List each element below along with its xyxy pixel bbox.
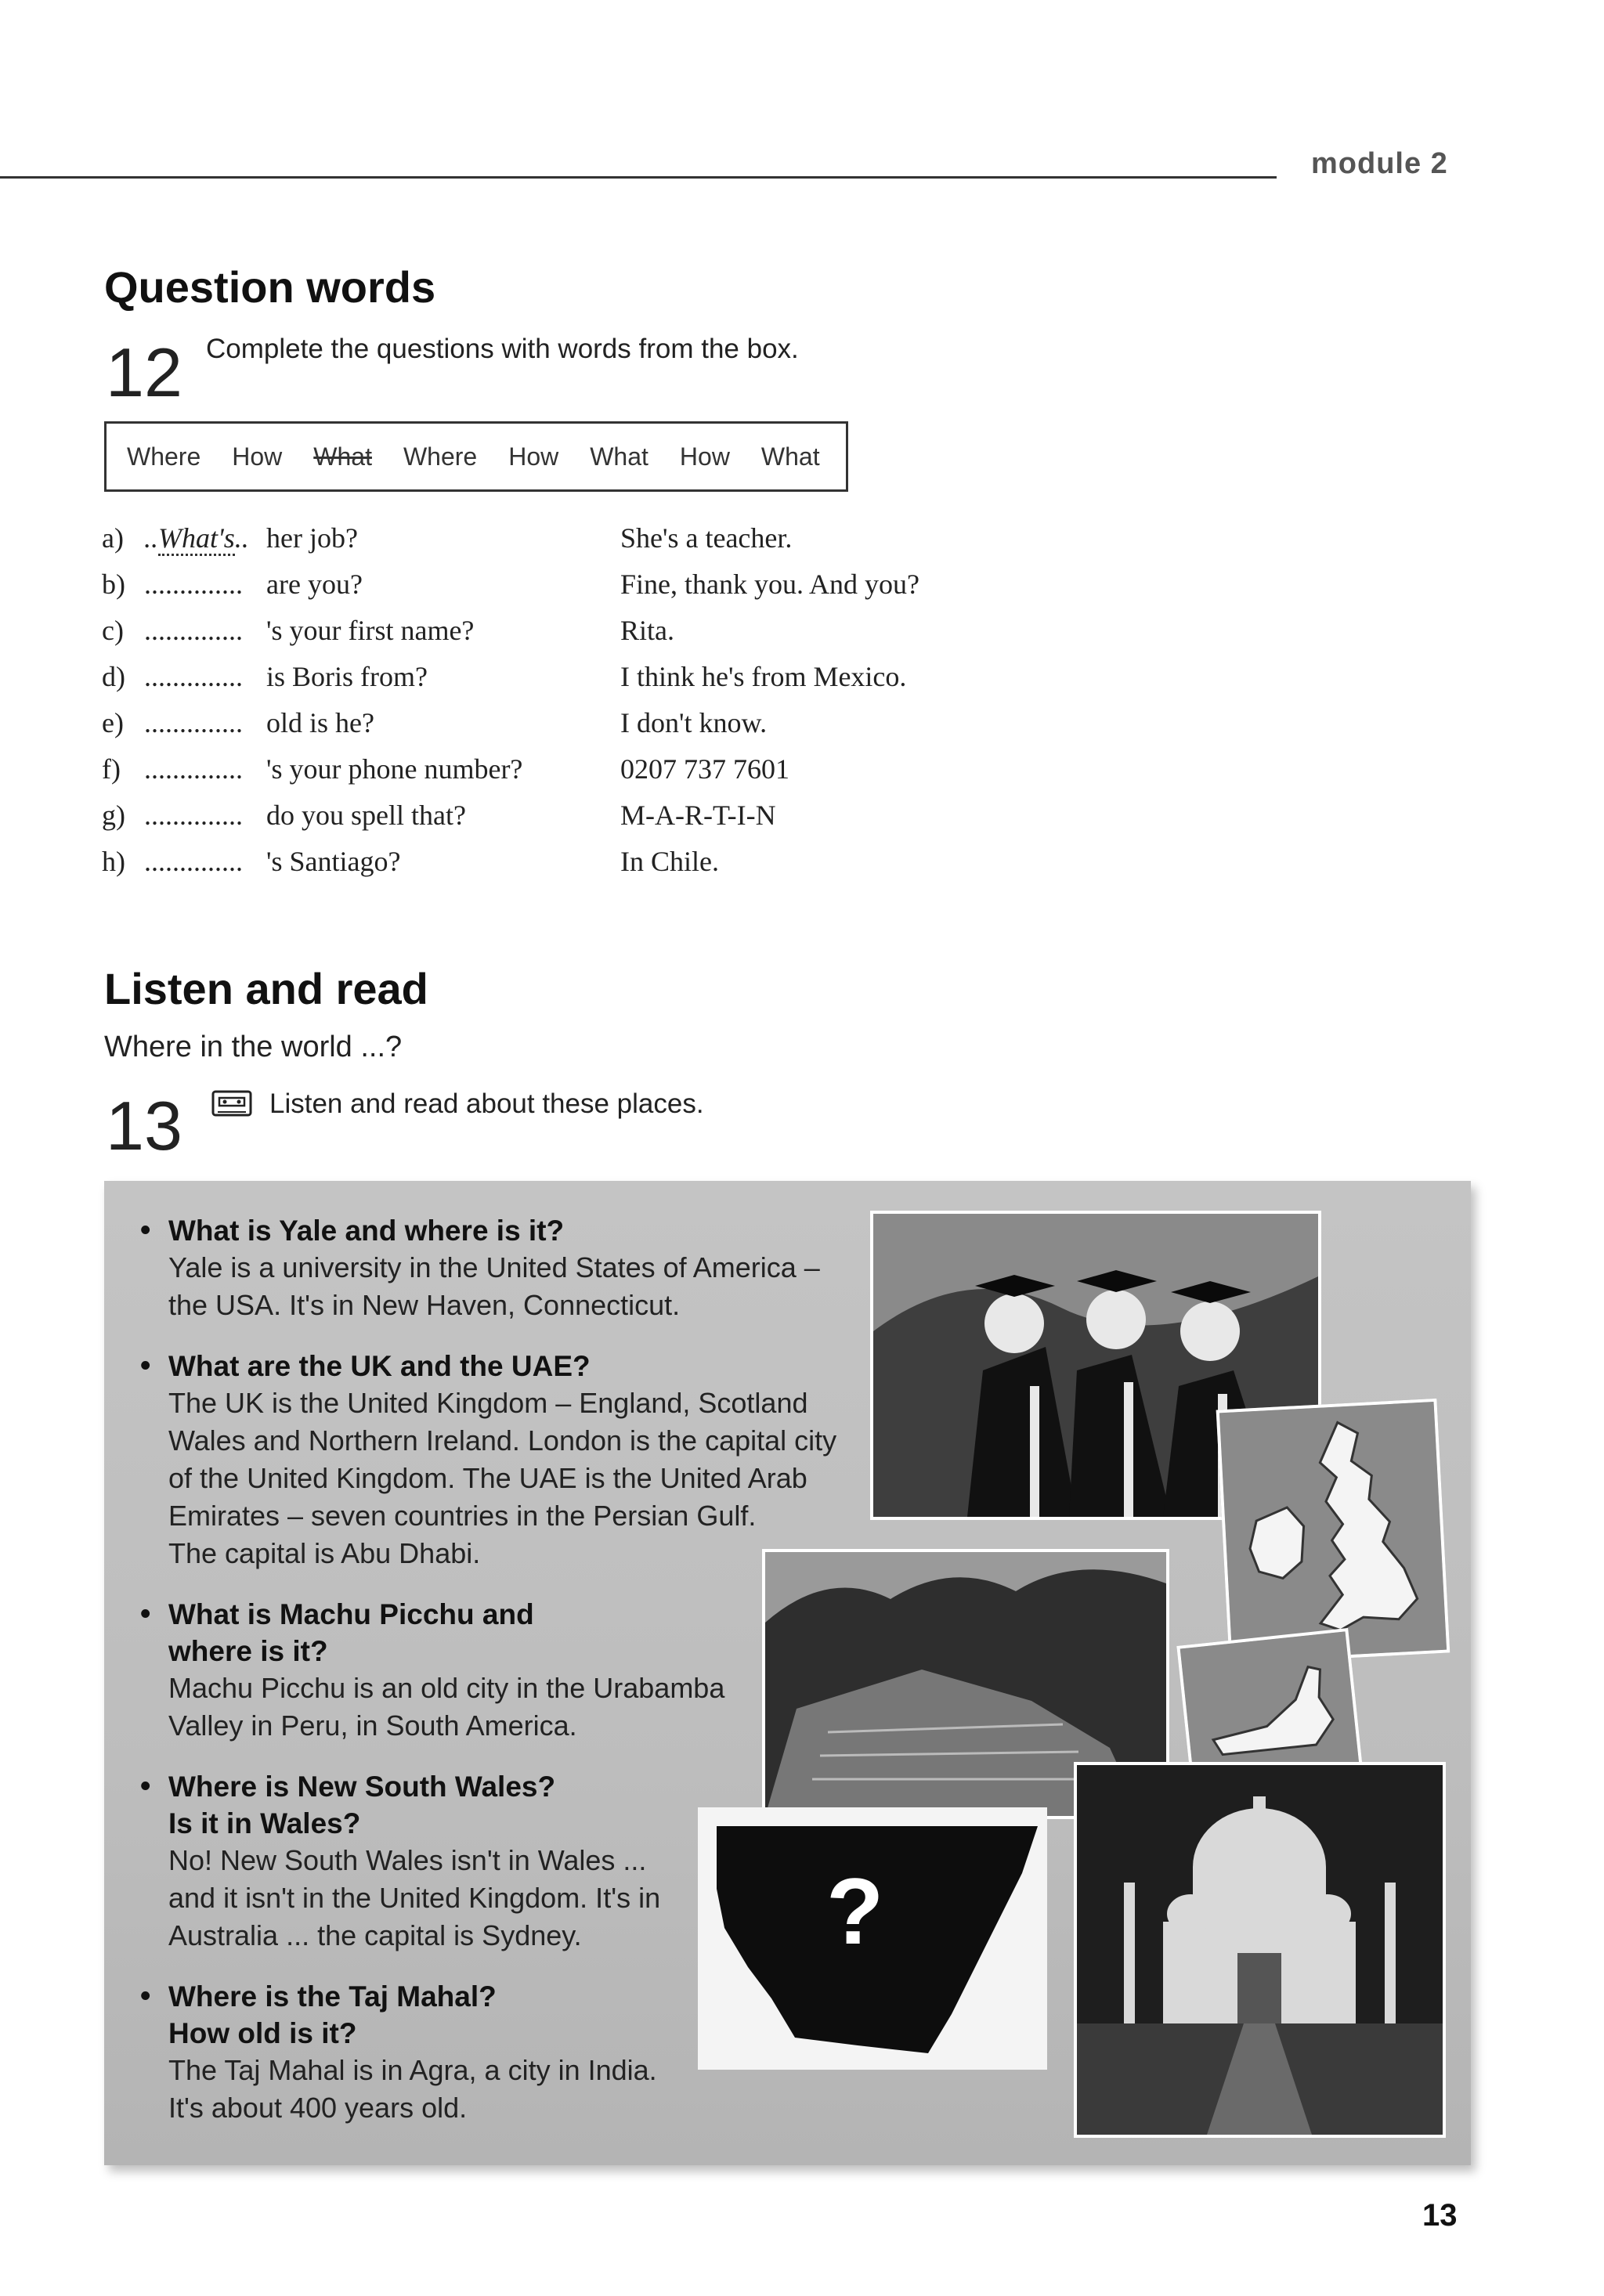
question-row (102, 753, 1042, 799)
answer-blank[interactable]: ..What's.. (144, 522, 249, 554)
word-box-item: Where (403, 442, 478, 471)
page-number: 13 (1422, 2198, 1458, 2233)
reading-item (135, 1212, 919, 1324)
answer-text: Rita. (620, 615, 674, 646)
word-box-item: What (590, 442, 648, 471)
word-box-item: How (508, 442, 559, 471)
question-text: is Boris from? (266, 661, 428, 692)
question-row (102, 799, 1042, 845)
answer-blank[interactable] (144, 706, 243, 739)
exercise-number-12: 12 (106, 334, 182, 411)
answer-blank[interactable] (144, 845, 243, 878)
question-letter: a) (102, 522, 124, 554)
section-title-listen-and-read: Listen and read (104, 964, 428, 1013)
reading-answer: Yale is a university in the United States of America – the USA. It's in New Haven, Connecticut. (168, 1251, 820, 1321)
question-text: do you spell that? (266, 800, 466, 831)
word-box-item: How (679, 442, 730, 471)
blank-dots: .............. (144, 846, 243, 877)
reading-question: What is Yale and where is it? (168, 1215, 565, 1247)
reading-panel (104, 1181, 1471, 2165)
bullet-icon: • (140, 1770, 151, 1803)
reading-item (135, 1348, 919, 1572)
word-box-item: What (313, 442, 372, 471)
answer-blank[interactable] (144, 614, 243, 647)
blank-dots: .............. (144, 615, 243, 646)
map-question-mark: ? (826, 1859, 884, 1964)
reading-question: Where is New South Wales? Is it in Wales? (168, 1771, 556, 1839)
reading-question: What are the UK and the UAE? (168, 1350, 591, 1382)
bullet-icon: • (140, 1214, 151, 1247)
word-box-item: What (760, 442, 820, 471)
uae-map (1176, 1628, 1362, 1785)
blank-dots: .............. (144, 661, 243, 692)
bullet-icon: • (140, 1980, 151, 2013)
section-title-question-words: Question words (104, 262, 436, 312)
reading-question: What is Machu Picchu and where is it? (168, 1598, 534, 1667)
uk-map (1216, 1399, 1450, 1664)
reading-question: Where is the Taj Mahal? How old is it? (168, 1980, 497, 2049)
blank-dots: .............. (144, 707, 243, 738)
question-text: old is he? (266, 707, 374, 738)
word-box-item: How (232, 442, 283, 471)
question-letter: h) (102, 846, 125, 877)
question-list (102, 522, 1042, 891)
blank-dots: .............. (144, 569, 243, 600)
answer-blank[interactable] (144, 799, 243, 832)
answer-text: I think he's from Mexico. (620, 661, 907, 692)
question-row (102, 522, 1042, 568)
answer-text: In Chile. (620, 846, 719, 877)
cassette-icon[interactable] (211, 1090, 252, 1122)
question-letter: b) (102, 569, 125, 600)
word-box (104, 421, 848, 492)
reading-answer: The Taj Mahal is in Agra, a city in India. It's about 400 years old. (168, 2054, 657, 2124)
question-row (102, 568, 1042, 614)
question-letter: g) (102, 800, 125, 831)
module-label: module 2 (1311, 147, 1448, 180)
exercise-13-instruction: Listen and read about these places. (269, 1088, 704, 1119)
question-text: her job? (266, 522, 358, 554)
word-box-item: Where (127, 442, 201, 471)
question-row (102, 660, 1042, 706)
reading-answer: Machu Picchu is an old city in the Urabamba Valley in Peru, in South America. (168, 1672, 725, 1742)
answer-text: 0207 737 7601 (620, 753, 789, 785)
blank-dots: .............. (144, 800, 243, 831)
blank-dots: .............. (144, 753, 243, 785)
question-letter: e) (102, 707, 124, 738)
question-text: 's your first name? (266, 615, 475, 646)
reading-answer: The UK is the United Kingdom – England, Scotland Wales and Northern Ireland. London is the capital city of the United Kingdom. The UAE is the United Arab Emirates – seven countries in the Persian Gulf. The capital is Abu Dhabi. (168, 1387, 837, 1569)
answer-blank[interactable] (144, 660, 243, 693)
question-text: 's Santiago? (266, 846, 401, 877)
header-rule (0, 176, 1277, 179)
bullet-icon: • (140, 1597, 151, 1630)
question-row (102, 706, 1042, 753)
question-row (102, 845, 1042, 891)
question-row (102, 614, 1042, 660)
answer-text: I don't know. (620, 707, 768, 738)
section-subtitle: Where in the world ...? (104, 1031, 403, 1063)
answer-blank[interactable] (144, 753, 243, 785)
question-letter: c) (102, 615, 124, 646)
exercise-number-13: 13 (106, 1087, 182, 1164)
exercise-12-instruction: Complete the questions with words from the box. (206, 334, 799, 364)
reading-answer: No! New South Wales isn't in Wales ... and it isn't in the United Kingdom. It's in Australia ... the capital is Sydney. (168, 1844, 661, 1951)
new-south-wales-map (698, 1807, 1047, 2070)
bullet-icon: • (140, 1349, 151, 1382)
question-text: are you? (266, 569, 363, 600)
answer-text: Fine, thank you. And you? (620, 569, 919, 600)
question-text: 's your phone number? (266, 753, 523, 785)
answer-text: M-A-R-T-I-N (620, 800, 776, 831)
filled-answer: What's (158, 522, 235, 556)
answer-text: She's a teacher. (620, 522, 793, 554)
taj-mahal-photo (1074, 1762, 1446, 2138)
question-letter: f) (102, 753, 121, 785)
answer-blank[interactable] (144, 568, 243, 601)
question-letter: d) (102, 661, 125, 692)
